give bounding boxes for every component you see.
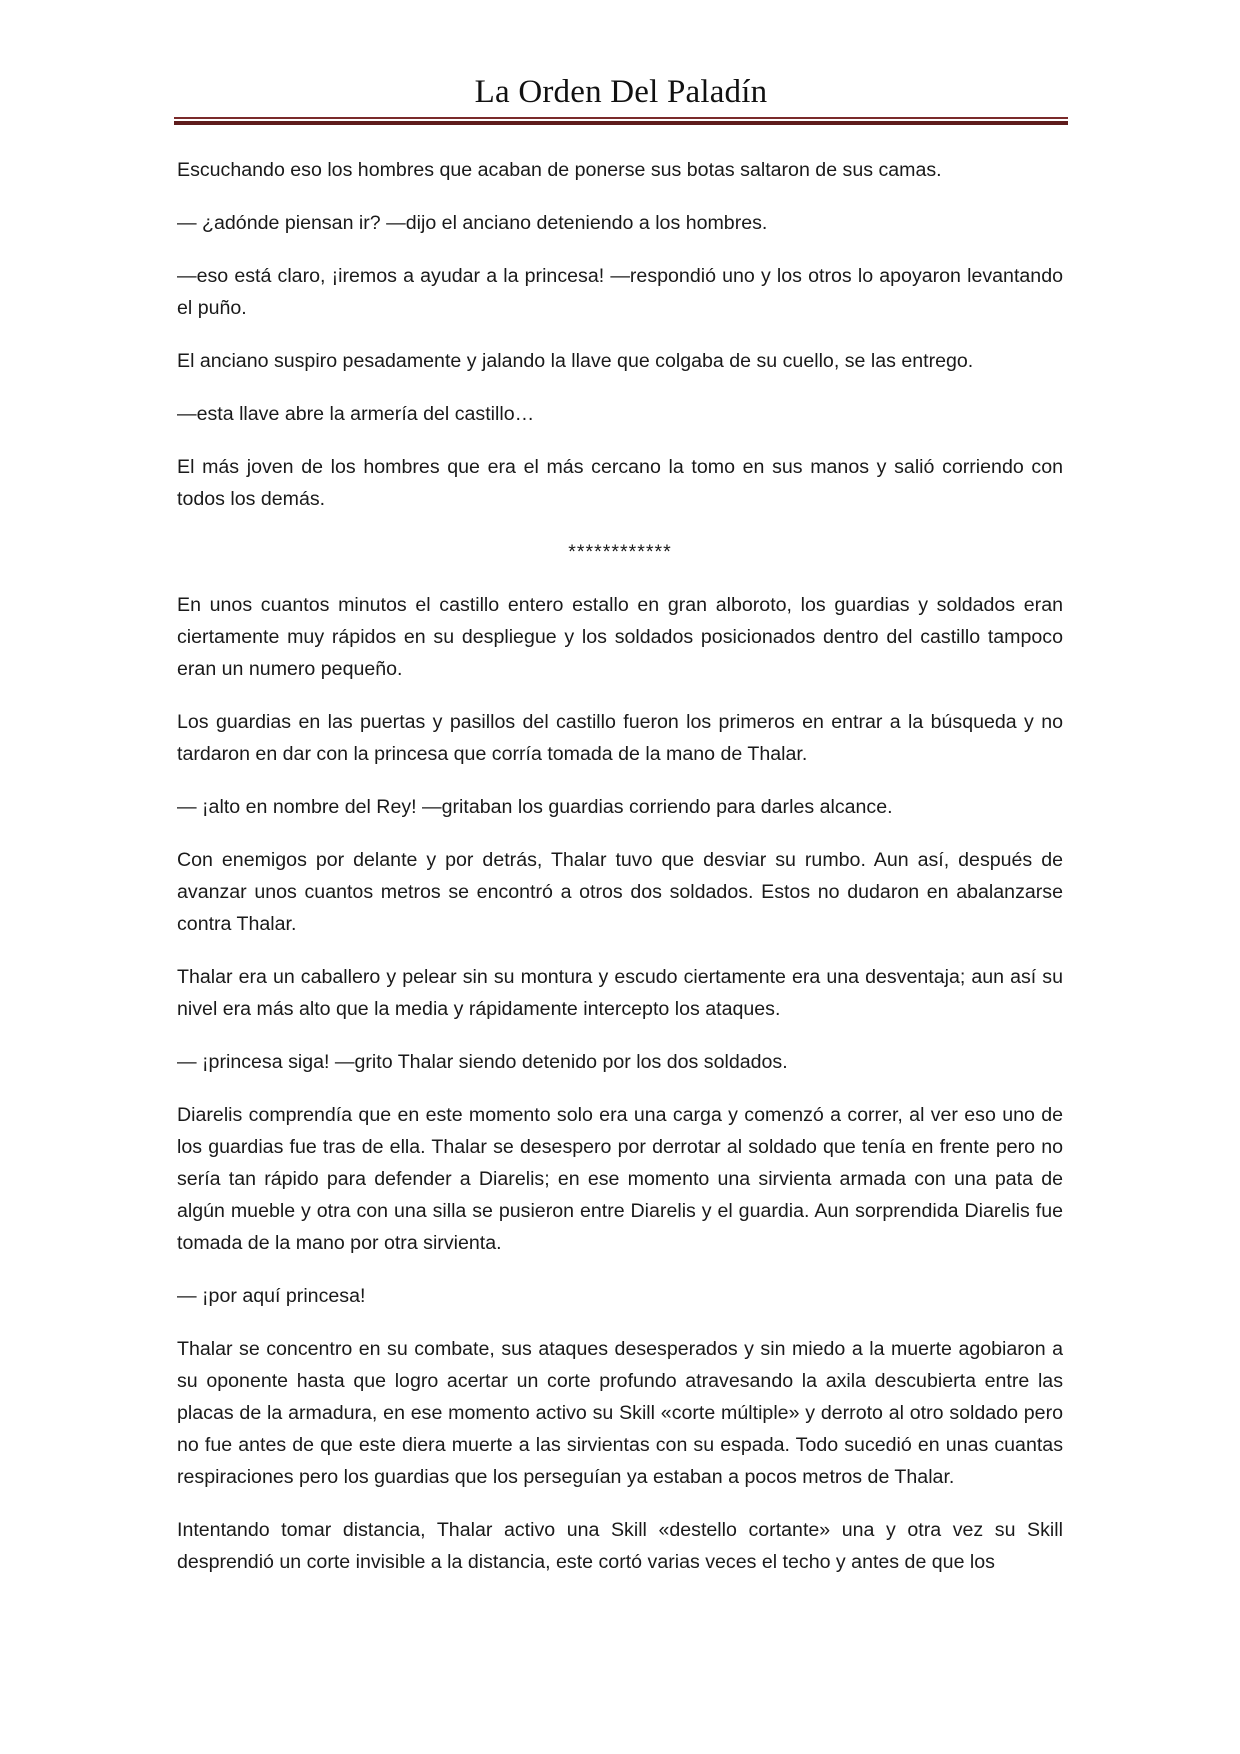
header-title: La Orden Del Paladín (474, 74, 768, 110)
scene-separator: ************ (568, 541, 672, 563)
paragraph: Los guardias en las puertas y pasillos del castillo fueron los primeros en entrar a la búsqueda y no tardaron en dar con la princesa que corría tomada de la mano de Thalar. (177, 711, 1063, 765)
header-divider-thick-line (174, 121, 1068, 125)
body-text (177, 154, 1063, 1599)
paragraph: — ¡por aquí princesa! (177, 1285, 366, 1307)
paragraph: — ¡alto en nombre del Rey! —gritaban los guardias corriendo para darles alcance. (177, 796, 893, 818)
header-divider (174, 117, 1068, 125)
paragraph: Diarelis comprendía que en este momento solo era una carga y comenzó a correr, al ver eso uno de los guardias fue tras de ella. Thalar se desespero por derrotar al soldado que tenía en frente pero no sería tan rápido para defender a Diarelis; en ese momento una sirvienta armada con una pata de algún mueble y otra con una silla se pusieron entre Diarelis y el guardia. Aun sorprendida Diarelis fue tomada de la mano por otra sirvienta. (177, 1104, 1063, 1254)
paragraph: — ¡princesa siga! —grito Thalar siendo detenido por los dos soldados. (177, 1051, 788, 1073)
paragraph: El anciano suspiro pesadamente y jalando la llave que colgaba de su cuello, se las entrego. (177, 350, 974, 372)
page-header (174, 70, 1068, 114)
paragraph: Intentando tomar distancia, Thalar activo una Skill «destello cortante» una y otra vez su Skill desprendió un corte invisible a la distancia, este cortó varias veces el techo y antes de que los (177, 1519, 1063, 1573)
header-divider-thin-line (174, 117, 1068, 119)
paragraph: En unos cuantos minutos el castillo entero estallo en gran alboroto, los guardias y soldados eran ciertamente muy rápidos en su despliegue y los soldados posicionados dentro del castillo tampoco eran un numero pequeño. (177, 594, 1063, 680)
paragraph: Con enemigos por delante y por detrás, Thalar tuvo que desviar su rumbo. Aun así, después de avanzar unos cuantos metros se encontró a otros dos soldados. Estos no dudaron en abalanzarse contra Thalar. (177, 849, 1063, 935)
paragraph: —eso está claro, ¡iremos a ayudar a la princesa! —respondió uno y los otros lo apoyaron levantando el puño. (177, 265, 1063, 319)
paragraph: — ¿adónde piensan ir? —dijo el anciano deteniendo a los hombres. (177, 212, 768, 234)
paragraph: Thalar era un caballero y pelear sin su montura y escudo ciertamente era una desventaja; aun así su nivel era más alto que la media y rápidamente intercepto los ataques. (177, 966, 1063, 1020)
paragraph: Thalar se concentro en su combate, sus ataques desesperados y sin miedo a la muerte agobiaron a su oponente hasta que logro acertar un corte profundo atravesando la axila descubierta entre las placas de la armadura, en ese momento activo su Skill «corte múltiple» y derroto al otro soldado pero no fue antes de que este diera muerte a las sirvientas con su espada. Todo sucedió en unas cuantas respiraciones pero los guardias que los perseguían ya estaban a pocos metros de Thalar. (177, 1338, 1063, 1488)
paragraph: —esta llave abre la armería del castillo… (177, 403, 535, 425)
paragraph: Escuchando eso los hombres que acaban de ponerse sus botas saltaron de sus camas. (177, 159, 942, 181)
paragraph: El más joven de los hombres que era el más cercano la tomo en sus manos y salió corriendo con todos los demás. (177, 456, 1063, 510)
